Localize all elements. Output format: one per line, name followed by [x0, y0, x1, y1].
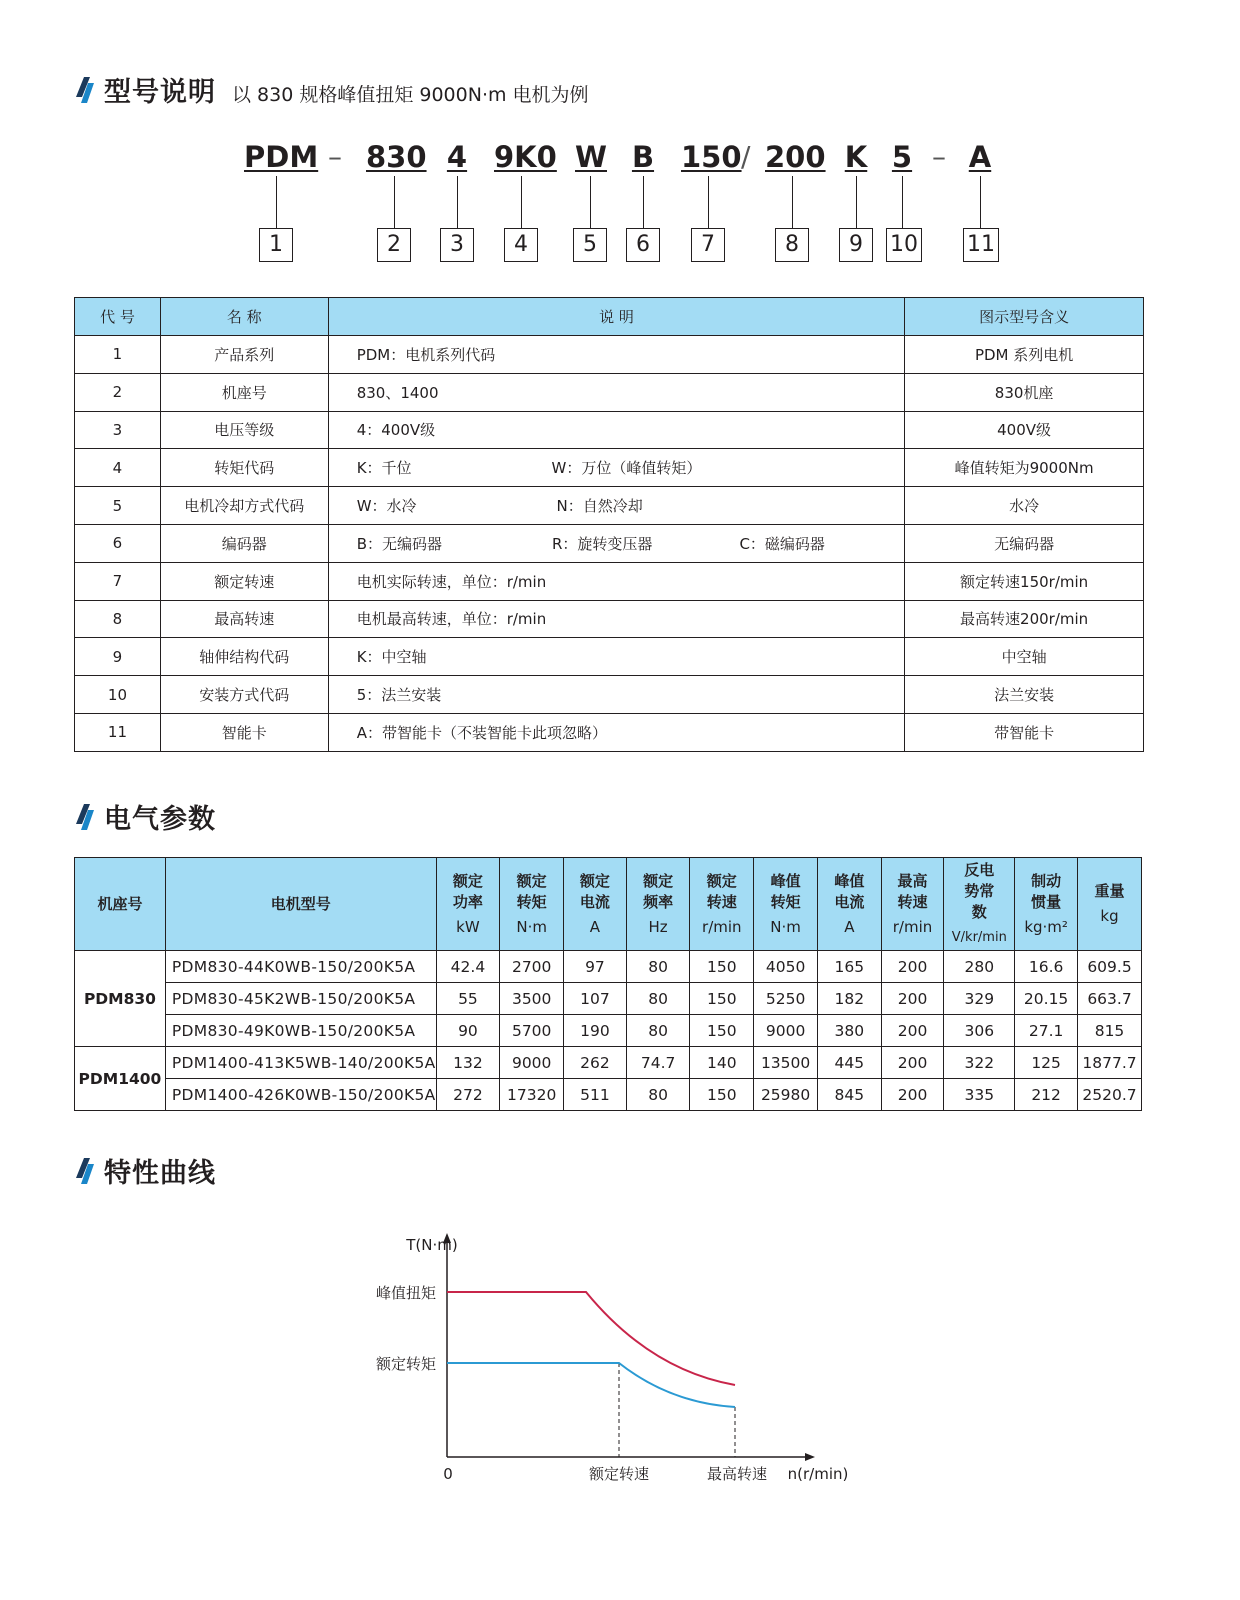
- header-cell: [1078, 858, 1142, 951]
- y-axis-label: T(N·m): [406, 1236, 458, 1254]
- header-desc: 说 明: [328, 298, 905, 336]
- value-cell: 200: [881, 951, 944, 983]
- electrical-params-table: [74, 857, 1142, 1111]
- row-name: 最高转速: [160, 600, 328, 638]
- value-cell: 125: [1015, 1047, 1078, 1079]
- code-number-box: 11: [963, 228, 999, 262]
- code-connector: [590, 176, 591, 228]
- row-desc: [328, 676, 905, 714]
- header-label: 重量: [1094, 882, 1125, 900]
- value-cell: 55: [436, 983, 500, 1015]
- model-cell: PDM830-49K0WB-150/200K5A: [165, 1015, 436, 1047]
- row-meaning: 400V级: [905, 411, 1144, 449]
- section-title: 特性曲线: [104, 1158, 216, 1189]
- row-code: 8: [75, 600, 161, 638]
- row-name: 机座号: [160, 373, 328, 411]
- desc-item: W：万位（峰值转矩）: [551, 459, 702, 478]
- desc-item: B：无编码器: [356, 534, 442, 553]
- peak-torque-curve: [447, 1292, 735, 1385]
- table-row: [75, 411, 1144, 449]
- header-label: 额定频率: [643, 871, 674, 911]
- row-code: 4: [75, 449, 161, 487]
- value-cell: 20.15: [1015, 983, 1078, 1015]
- slash-icon: [74, 1156, 96, 1186]
- header-cell: [690, 858, 754, 951]
- code-number-box: 9: [839, 228, 873, 262]
- peak-torque-label: 峰值扭矩: [375, 1284, 436, 1302]
- header-label: 额定转矩: [516, 871, 547, 911]
- row-meaning: PDM 系列电机: [905, 336, 1144, 374]
- header-label: 机座号: [97, 894, 143, 913]
- code-segment: 150: [681, 140, 742, 174]
- row-code: 2: [75, 373, 161, 411]
- row-name: 电机冷却方式代码: [160, 487, 328, 525]
- header-label: 额定功率: [452, 871, 483, 911]
- value-cell: 17320: [500, 1079, 564, 1111]
- code-connector: [643, 176, 644, 228]
- header-label: 峰值转矩: [770, 871, 801, 911]
- value-cell: 150: [690, 1015, 754, 1047]
- header-label: 最高转速: [897, 871, 928, 911]
- value-cell: 329: [944, 983, 1015, 1015]
- header-cell: [1015, 858, 1078, 951]
- row-desc: [328, 562, 905, 600]
- row-name: 额定转速: [160, 562, 328, 600]
- row-code: 1: [75, 336, 161, 374]
- rated-speed-label: 额定转速: [588, 1465, 650, 1483]
- table-row: [75, 524, 1144, 562]
- value-cell: 380: [818, 1015, 882, 1047]
- value-cell: 3500: [500, 983, 564, 1015]
- header-label: 额定电流: [579, 871, 610, 911]
- table-row: [75, 1015, 1142, 1047]
- desc-item: 电机最高转速，单位：r/min: [356, 610, 547, 629]
- header-cell: [436, 858, 500, 951]
- slash-icon: [74, 802, 96, 832]
- frame-cell: PDM830: [75, 951, 166, 1047]
- table-row: [75, 983, 1142, 1015]
- value-cell: 262: [564, 1047, 627, 1079]
- value-cell: 190: [564, 1015, 627, 1047]
- code-segment: W: [575, 140, 607, 174]
- header-cell: [944, 858, 1015, 951]
- code-connector: [276, 176, 277, 228]
- code-number-box: 2: [377, 228, 411, 262]
- value-cell: 212: [1015, 1079, 1078, 1111]
- desc-item: K：中空轴: [356, 648, 427, 667]
- row-meaning: 无编码器: [905, 524, 1144, 562]
- origin-label: 0: [443, 1465, 453, 1483]
- value-cell: 80: [626, 951, 690, 983]
- row-desc: [328, 411, 905, 449]
- header-cell: [500, 858, 564, 951]
- table-row: [75, 336, 1144, 374]
- code-segment: 200: [765, 140, 826, 174]
- section-title: 型号说明: [104, 77, 216, 108]
- value-cell: 845: [818, 1079, 882, 1111]
- rated-torque-curve: [447, 1363, 735, 1407]
- section-head-model: [74, 70, 589, 109]
- value-cell: 272: [436, 1079, 500, 1111]
- value-cell: 306: [944, 1015, 1015, 1047]
- code-segment: 4: [446, 140, 468, 174]
- model-cell: PDM1400-426K0WB-150/200K5A: [165, 1079, 436, 1111]
- header-cell: [881, 858, 944, 951]
- code-segment: B: [631, 140, 655, 174]
- row-meaning: 最高转速200r/min: [905, 600, 1144, 638]
- value-cell: 80: [626, 1079, 690, 1111]
- row-meaning: 法兰安装: [905, 676, 1144, 714]
- value-cell: 140: [690, 1047, 754, 1079]
- value-cell: 200: [881, 1047, 944, 1079]
- value-cell: 27.1: [1015, 1015, 1078, 1047]
- table-row: [75, 487, 1144, 525]
- code-segment: K: [844, 140, 868, 174]
- value-cell: 200: [881, 983, 944, 1015]
- value-cell: 200: [881, 1079, 944, 1111]
- row-desc: [328, 373, 905, 411]
- row-code: 7: [75, 562, 161, 600]
- header-unit: N·m: [516, 917, 547, 936]
- header-unit: Hz: [648, 917, 668, 936]
- header-unit: V/kr/min: [951, 930, 1007, 945]
- table-row: [75, 1047, 1142, 1079]
- value-cell: 25980: [754, 1079, 818, 1111]
- value-cell: 663.7: [1078, 983, 1142, 1015]
- code-connector: [521, 176, 522, 228]
- table-row: [75, 562, 1144, 600]
- value-cell: 322: [944, 1047, 1015, 1079]
- table-row: [75, 1079, 1142, 1111]
- value-cell: 200: [881, 1015, 944, 1047]
- code-connector: [394, 176, 395, 228]
- torque-speed-curve: [360, 1225, 860, 1495]
- row-meaning: 带智能卡: [905, 713, 1144, 751]
- value-cell: 280: [944, 951, 1015, 983]
- header-unit: r/min: [892, 917, 933, 936]
- value-cell: 13500: [754, 1047, 818, 1079]
- row-code: 11: [75, 713, 161, 751]
- code-separator: –: [932, 140, 946, 173]
- header-name: 名 称: [160, 298, 328, 336]
- model-cell: PDM830-44K0WB-150/200K5A: [165, 951, 436, 983]
- code-connector: [856, 176, 857, 228]
- header-label: 制动惯量: [1031, 871, 1062, 911]
- desc-item: 830、1400: [356, 383, 439, 402]
- value-cell: 80: [626, 983, 690, 1015]
- code-connector: [708, 176, 709, 228]
- header-label: 电机型号: [270, 894, 331, 913]
- header-cell: [564, 858, 627, 951]
- model-cell: PDM830-45K2WB-150/200K5A: [165, 983, 436, 1015]
- code-number-box: 1: [259, 228, 293, 262]
- value-cell: 132: [436, 1047, 500, 1079]
- header-unit: kW: [456, 917, 480, 936]
- header-cell: [165, 858, 436, 951]
- row-desc: [328, 600, 905, 638]
- value-cell: 5700: [500, 1015, 564, 1047]
- row-name: 转矩代码: [160, 449, 328, 487]
- value-cell: 815: [1078, 1015, 1142, 1047]
- table-row: [75, 373, 1144, 411]
- code-number-box: 7: [691, 228, 725, 262]
- header-unit: N·m: [770, 917, 801, 936]
- code-number-box: 5: [573, 228, 607, 262]
- header-code: 代 号: [75, 298, 161, 336]
- section-head-electrical: [74, 797, 216, 836]
- x-axis-label: n(r/min): [787, 1465, 849, 1483]
- code-number-box: 6: [626, 228, 660, 262]
- max-speed-label: 最高转速: [706, 1465, 768, 1483]
- code-connector: [902, 176, 903, 228]
- desc-item: R：旋转变压器: [552, 534, 653, 553]
- table-header-row: [75, 298, 1144, 336]
- desc-item: K：千位: [356, 459, 412, 478]
- row-code: 3: [75, 411, 161, 449]
- row-code: 6: [75, 524, 161, 562]
- desc-item: W：水冷: [356, 497, 417, 516]
- code-number-box: 8: [775, 228, 809, 262]
- table-row: [75, 676, 1144, 714]
- value-cell: 2520.7: [1078, 1079, 1142, 1111]
- value-cell: 4050: [754, 951, 818, 983]
- value-cell: 16.6: [1015, 951, 1078, 983]
- header-unit: kg: [1100, 907, 1119, 925]
- table-row: [75, 951, 1142, 983]
- value-cell: 1877.7: [1078, 1047, 1142, 1079]
- row-desc: [328, 449, 905, 487]
- desc-item: A：带智能卡（不装智能卡此项忽略）: [356, 723, 607, 742]
- row-desc: [328, 336, 905, 374]
- value-cell: 74.7: [626, 1047, 690, 1079]
- table-row: [75, 449, 1144, 487]
- value-cell: 42.4: [436, 951, 500, 983]
- desc-item: 5：法兰安装: [356, 686, 442, 705]
- code-connector: [980, 176, 981, 228]
- desc-item: PDM：电机系列代码: [356, 345, 496, 364]
- header-cell: [75, 858, 166, 951]
- value-cell: 609.5: [1078, 951, 1142, 983]
- model-cell: PDM1400-413K5WB-140/200K5A: [165, 1047, 436, 1079]
- section-title: 电气参数: [104, 804, 216, 835]
- row-meaning: 额定转速150r/min: [905, 562, 1144, 600]
- header-unit: A: [844, 917, 855, 936]
- code-segment: PDM: [244, 140, 319, 174]
- value-cell: 9000: [754, 1015, 818, 1047]
- table-row: [75, 638, 1144, 676]
- rated-torque-label: 额定转矩: [375, 1355, 436, 1373]
- value-cell: 80: [626, 1015, 690, 1047]
- code-segment: A: [968, 140, 992, 174]
- header-unit: A: [589, 917, 601, 936]
- code-segment: 5: [891, 140, 913, 174]
- value-cell: 5250: [754, 983, 818, 1015]
- header-label: 额定转速: [706, 871, 737, 911]
- value-cell: 445: [818, 1047, 882, 1079]
- desc-item: 4：400V级: [356, 421, 436, 440]
- table-row: [75, 713, 1144, 751]
- header-cell: [818, 858, 882, 951]
- header-unit: kg·m²: [1024, 917, 1068, 936]
- value-cell: 97: [564, 951, 627, 983]
- value-cell: 511: [564, 1079, 627, 1111]
- row-code: 9: [75, 638, 161, 676]
- header-cell: [754, 858, 818, 951]
- row-desc: [328, 487, 905, 525]
- value-cell: 107: [564, 983, 627, 1015]
- code-segment: 9K0: [494, 140, 557, 174]
- value-cell: 150: [690, 983, 754, 1015]
- header-cell: [626, 858, 690, 951]
- code-connector: [457, 176, 458, 228]
- header-label: 反电势常数: [964, 861, 995, 921]
- row-name: 编码器: [160, 524, 328, 562]
- value-cell: 150: [690, 1079, 754, 1111]
- row-meaning: 830机座: [905, 373, 1144, 411]
- table-row: [75, 600, 1144, 638]
- model-explanation-table: [74, 297, 1144, 752]
- code-segment: 830: [366, 140, 427, 174]
- slash-icon: [74, 75, 96, 105]
- row-code: 5: [75, 487, 161, 525]
- row-desc: [328, 638, 905, 676]
- row-name: 安装方式代码: [160, 676, 328, 714]
- value-cell: 9000: [500, 1047, 564, 1079]
- value-cell: 335: [944, 1079, 1015, 1111]
- header-label: 峰值电流: [834, 871, 865, 911]
- x-axis-arrow: [805, 1453, 815, 1461]
- row-name: 轴伸结构代码: [160, 638, 328, 676]
- value-cell: 90: [436, 1015, 500, 1047]
- row-code: 10: [75, 676, 161, 714]
- desc-item: C：磁编码器: [739, 534, 825, 553]
- section-head-curve: [74, 1151, 216, 1190]
- value-cell: 182: [818, 983, 882, 1015]
- frame-cell: PDM1400: [75, 1047, 166, 1111]
- value-cell: 2700: [500, 951, 564, 983]
- code-number-box: 4: [504, 228, 538, 262]
- value-cell: 150: [690, 951, 754, 983]
- row-name: 智能卡: [160, 713, 328, 751]
- value-cell: 165: [818, 951, 882, 983]
- row-name: 电压等级: [160, 411, 328, 449]
- code-separator: /: [741, 140, 751, 173]
- row-desc: [328, 524, 905, 562]
- desc-item: 电机实际转速，单位：r/min: [356, 572, 547, 591]
- row-meaning: 水冷: [905, 487, 1144, 525]
- code-separator: –: [328, 140, 342, 173]
- table-header-row: [75, 858, 1142, 951]
- row-meaning: 峰值转矩为9000Nm: [905, 449, 1144, 487]
- header-meaning: 图示型号含义: [905, 298, 1144, 336]
- code-number-box: 3: [440, 228, 474, 262]
- code-connector: [792, 176, 793, 228]
- code-number-box: 10: [886, 228, 922, 262]
- row-meaning: 中空轴: [905, 638, 1144, 676]
- row-desc: [328, 713, 905, 751]
- row-name: 产品系列: [160, 336, 328, 374]
- section-subtitle: 以 830 规格峰值扭矩 9000N·m 电机为例: [232, 84, 589, 106]
- desc-item: N：自然冷却: [556, 497, 643, 516]
- header-unit: r/min: [702, 917, 742, 936]
